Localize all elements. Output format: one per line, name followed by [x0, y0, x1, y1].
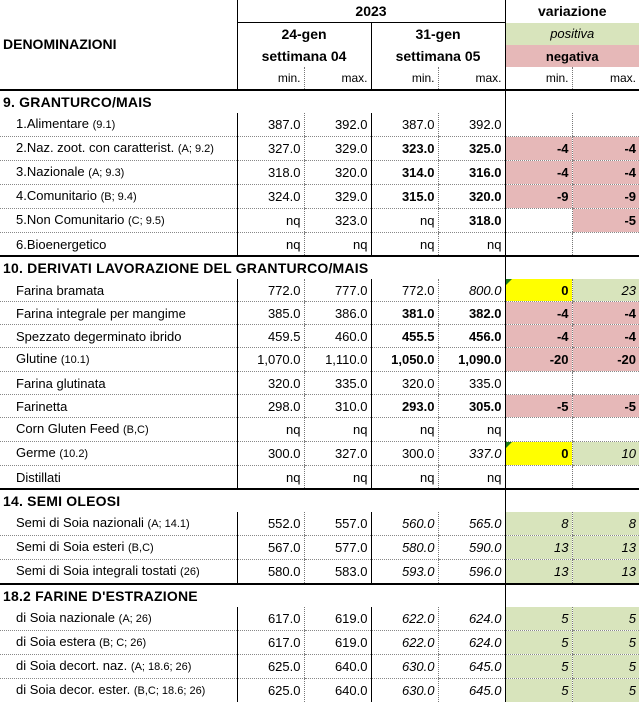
- price-min-week04: 387.0: [237, 113, 304, 137]
- price-max-week04: 619.0: [304, 631, 371, 655]
- price-min-week05: nq: [371, 233, 438, 257]
- price-min-week04: 617.0: [237, 631, 304, 655]
- product-name: Semi di Soia esteri: [16, 539, 124, 554]
- price-min-week05: 315.0: [371, 185, 438, 209]
- section-spacer: [505, 256, 572, 279]
- variation-max: 23: [572, 279, 639, 302]
- price-max-week04: 392.0: [304, 113, 371, 137]
- date1-header: 24-gen: [237, 23, 371, 46]
- price-min-week05: 381.0: [371, 302, 438, 325]
- variation-min: [505, 466, 572, 490]
- price-min-week05: nq: [371, 418, 438, 442]
- variation-max: [572, 113, 639, 137]
- product-name: di Soia decor. ester.: [16, 682, 130, 697]
- price-min-week04: 298.0: [237, 395, 304, 418]
- product-code: (B; 9.4): [101, 191, 137, 203]
- table-row: [0, 466, 639, 490]
- product-name: Semi di Soia integrali tostati: [16, 563, 176, 578]
- price-max-week05: 1,090.0: [438, 348, 505, 372]
- min-label: min.: [237, 67, 304, 90]
- section-spacer: [505, 584, 572, 607]
- product-name: Farina integrale per mangime: [16, 306, 186, 321]
- product-name: Corn Gluten Feed: [16, 421, 119, 436]
- price-max-week05: 800.0: [438, 279, 505, 302]
- variation-min: 5: [505, 655, 572, 679]
- table-row: [0, 560, 639, 585]
- price-max-week05: 316.0: [438, 161, 505, 185]
- price-min-week04: 385.0: [237, 302, 304, 325]
- section-spacer: [572, 489, 639, 512]
- product-name-cell: [0, 325, 237, 348]
- variation-min: -5: [505, 395, 572, 418]
- table-row: [0, 233, 639, 257]
- price-max-week04: 335.0: [304, 372, 371, 395]
- price-max-week05: 624.0: [438, 607, 505, 631]
- price-max-week04: 583.0: [304, 560, 371, 585]
- product-name-cell: [0, 113, 237, 137]
- price-max-week05: 318.0: [438, 209, 505, 233]
- table-row: [0, 536, 639, 560]
- price-min-week05: 387.0: [371, 113, 438, 137]
- product-name-cell: [0, 161, 237, 185]
- variation-max: 8: [572, 512, 639, 536]
- price-min-week05: 630.0: [371, 655, 438, 679]
- price-min-week04: 459.5: [237, 325, 304, 348]
- price-min-week05: 593.0: [371, 560, 438, 585]
- variation-min: -20: [505, 348, 572, 372]
- price-min-week05: 772.0: [371, 279, 438, 302]
- product-name-cell: [0, 560, 237, 585]
- price-min-week05: 630.0: [371, 679, 438, 702]
- price-max-week04: 577.0: [304, 536, 371, 560]
- price-min-week05: 1,050.0: [371, 348, 438, 372]
- price-max-week05: 382.0: [438, 302, 505, 325]
- table-row: [0, 113, 639, 137]
- variation-max: [572, 466, 639, 490]
- variation-min: -4: [505, 137, 572, 161]
- product-name-cell: [0, 279, 237, 302]
- product-code: (26): [180, 566, 200, 578]
- variation-max: [572, 372, 639, 395]
- product-name: di Soia decort. naz.: [16, 658, 127, 673]
- blank-cell: [0, 0, 237, 23]
- max-label: max.: [304, 67, 371, 90]
- product-code: (B,C): [123, 424, 149, 436]
- section-header-row: [0, 90, 639, 113]
- product-code: (A; 9.3): [88, 167, 124, 179]
- price-min-week04: 318.0: [237, 161, 304, 185]
- table-row: [0, 137, 639, 161]
- table-row: [0, 279, 639, 302]
- product-name-cell: [0, 466, 237, 490]
- variation-min: 5: [505, 679, 572, 702]
- table-row: [0, 161, 639, 185]
- product-name-cell: [0, 607, 237, 631]
- variation-min: 5: [505, 631, 572, 655]
- price-min-week04: 580.0: [237, 560, 304, 585]
- product-code: (B,C; 18.6; 26): [134, 685, 206, 697]
- price-min-week04: nq: [237, 209, 304, 233]
- product-name-cell: [0, 372, 237, 395]
- price-min-week05: 300.0: [371, 442, 438, 466]
- product-name-cell: [0, 442, 237, 466]
- price-max-week05: 337.0: [438, 442, 505, 466]
- table-row: [0, 372, 639, 395]
- variation-max: [572, 233, 639, 257]
- price-min-week04: nq: [237, 418, 304, 442]
- table-row: [0, 302, 639, 325]
- product-name-cell: [0, 395, 237, 418]
- variation-min: [505, 113, 572, 137]
- product-name-cell: [0, 302, 237, 325]
- product-name: Semi di Soia nazionali: [16, 515, 144, 530]
- variation-min: [505, 233, 572, 257]
- price-min-week05: nq: [371, 209, 438, 233]
- variation-max: -5: [572, 395, 639, 418]
- price-min-week04: 324.0: [237, 185, 304, 209]
- section-spacer: [505, 489, 572, 512]
- product-name: 3.Nazionale: [16, 164, 85, 179]
- product-name: Farina glutinata: [16, 376, 106, 391]
- product-name: 2.Naz. zoot. con caratterist.: [16, 140, 174, 155]
- table-row: [0, 442, 639, 466]
- price-min-week04: 327.0: [237, 137, 304, 161]
- year-header: 2023: [237, 0, 505, 23]
- variation-min: [505, 209, 572, 233]
- min-label: min.: [371, 67, 438, 90]
- product-name: 1.Alimentare: [16, 116, 89, 131]
- price-max-week04: 777.0: [304, 279, 371, 302]
- max-label: max.: [438, 67, 505, 90]
- product-code: (10.2): [59, 448, 88, 460]
- variation-max: 5: [572, 655, 639, 679]
- product-code: (9.1): [93, 119, 116, 131]
- section-spacer: [572, 256, 639, 279]
- section-header-row: [0, 584, 639, 607]
- product-code: (A; 18.6; 26): [131, 661, 192, 673]
- price-max-week04: 323.0: [304, 209, 371, 233]
- price-min-week04: 300.0: [237, 442, 304, 466]
- section-title: 14. SEMI OLEOSI: [0, 489, 505, 512]
- table-row: [0, 209, 639, 233]
- price-min-week05: 455.5: [371, 325, 438, 348]
- variation-max: -4: [572, 302, 639, 325]
- min-label: min.: [505, 67, 572, 90]
- variation-min: -4: [505, 325, 572, 348]
- product-name-cell: [0, 631, 237, 655]
- blank-cell: [0, 67, 237, 90]
- variation-max: -20: [572, 348, 639, 372]
- price-max-week04: 329.0: [304, 137, 371, 161]
- product-name: di Soia estera: [16, 634, 96, 649]
- price-max-week04: 640.0: [304, 655, 371, 679]
- product-code: (A; 26): [119, 613, 152, 625]
- price-max-week05: nq: [438, 466, 505, 490]
- product-name-cell: [0, 348, 237, 372]
- section-spacer: [505, 90, 572, 113]
- price-min-week05: 293.0: [371, 395, 438, 418]
- negative-legend: negativa: [505, 45, 639, 67]
- price-min-week04: 617.0: [237, 607, 304, 631]
- price-max-week05: 565.0: [438, 512, 505, 536]
- table-row: [0, 607, 639, 631]
- price-max-week05: 645.0: [438, 679, 505, 702]
- table-row: [0, 325, 639, 348]
- table-row: [0, 512, 639, 536]
- product-name: Farinetta: [16, 399, 67, 414]
- variation-min: -4: [505, 161, 572, 185]
- section-title: 18.2 FARINE D'ESTRAZIONE: [0, 584, 505, 607]
- variation-header: variazione: [505, 0, 639, 23]
- price-min-week05: 323.0: [371, 137, 438, 161]
- section-spacer: [572, 584, 639, 607]
- product-name: 4.Comunitario: [16, 188, 97, 203]
- price-max-week05: 596.0: [438, 560, 505, 585]
- denomination-header: DENOMINAZIONI: [0, 23, 237, 68]
- product-code: (C; 9.5): [128, 215, 165, 227]
- variation-min: 0: [505, 442, 572, 466]
- price-max-week05: 392.0: [438, 113, 505, 137]
- price-max-week05: 325.0: [438, 137, 505, 161]
- variation-max: [572, 418, 639, 442]
- price-min-week05: 580.0: [371, 536, 438, 560]
- price-max-week04: 619.0: [304, 607, 371, 631]
- price-max-week05: 590.0: [438, 536, 505, 560]
- product-name-cell: [0, 418, 237, 442]
- section-spacer: [572, 90, 639, 113]
- section-title: 10. DERIVATI LAVORAZIONE DEL GRANTURCO/MAIS: [0, 256, 505, 279]
- product-name: Germe: [16, 445, 56, 460]
- product-name: 6.Bioenergetico: [16, 237, 106, 252]
- price-max-week04: 327.0: [304, 442, 371, 466]
- price-max-week05: 320.0: [438, 185, 505, 209]
- price-max-week04: 1,110.0: [304, 348, 371, 372]
- table-row: [0, 679, 639, 702]
- week1-header: settimana 04: [237, 45, 371, 67]
- price-max-week04: 329.0: [304, 185, 371, 209]
- price-min-week05: 320.0: [371, 372, 438, 395]
- product-code: (B; C; 26): [99, 637, 146, 649]
- variation-min: [505, 418, 572, 442]
- price-max-week05: nq: [438, 233, 505, 257]
- price-max-week05: 305.0: [438, 395, 505, 418]
- product-name-cell: [0, 209, 237, 233]
- price-min-week05: nq: [371, 466, 438, 490]
- product-name: 5.Non Comunitario: [16, 212, 124, 227]
- variation-max: -4: [572, 325, 639, 348]
- product-name: Farina bramata: [16, 283, 104, 298]
- variation-max: 13: [572, 536, 639, 560]
- price-min-week04: 625.0: [237, 679, 304, 702]
- product-code: (A; 9.2): [178, 143, 214, 155]
- variation-max: -9: [572, 185, 639, 209]
- variation-max: -5: [572, 209, 639, 233]
- product-name: Distillati: [16, 470, 61, 485]
- product-name: di Soia nazionale: [16, 610, 115, 625]
- section-header-row: [0, 489, 639, 512]
- date2-header: 31-gen: [371, 23, 505, 46]
- price-min-week04: 320.0: [237, 372, 304, 395]
- price-min-week05: 560.0: [371, 512, 438, 536]
- product-name-cell: [0, 185, 237, 209]
- section-header-row: [0, 256, 639, 279]
- table-row: [0, 655, 639, 679]
- table-row: [0, 631, 639, 655]
- price-max-week05: nq: [438, 418, 505, 442]
- variation-max: -4: [572, 137, 639, 161]
- price-max-week04: 386.0: [304, 302, 371, 325]
- section-title: 9. GRANTURCO/MAIS: [0, 90, 505, 113]
- variation-min: [505, 372, 572, 395]
- price-min-week04: 772.0: [237, 279, 304, 302]
- product-name-cell: [0, 536, 237, 560]
- price-min-week04: 1,070.0: [237, 348, 304, 372]
- table-row: [0, 418, 639, 442]
- price-min-week04: nq: [237, 233, 304, 257]
- price-max-week04: 310.0: [304, 395, 371, 418]
- variation-max: 5: [572, 679, 639, 702]
- price-max-week04: 557.0: [304, 512, 371, 536]
- product-name-cell: [0, 233, 237, 257]
- price-min-week04: 625.0: [237, 655, 304, 679]
- product-code: (B,C): [128, 542, 154, 554]
- price-max-week05: 335.0: [438, 372, 505, 395]
- product-name-cell: [0, 679, 237, 702]
- product-name: Glutine: [16, 351, 57, 366]
- positive-legend: positiva: [505, 23, 639, 46]
- table-row: [0, 185, 639, 209]
- variation-min: 13: [505, 536, 572, 560]
- price-min-week04: nq: [237, 466, 304, 490]
- variation-max: 5: [572, 607, 639, 631]
- variation-max: 5: [572, 631, 639, 655]
- price-min-week05: 314.0: [371, 161, 438, 185]
- price-max-week04: 320.0: [304, 161, 371, 185]
- variation-min: -4: [505, 302, 572, 325]
- price-max-week04: nq: [304, 418, 371, 442]
- price-min-week05: 622.0: [371, 631, 438, 655]
- table-row: [0, 395, 639, 418]
- variation-min: 13: [505, 560, 572, 585]
- price-min-week04: 567.0: [237, 536, 304, 560]
- max-label: max.: [572, 67, 639, 90]
- price-max-week05: 624.0: [438, 631, 505, 655]
- variation-min: 5: [505, 607, 572, 631]
- product-name: Spezzato degerminato ibrido: [16, 329, 182, 344]
- variation-min: 0: [505, 279, 572, 302]
- product-name-cell: [0, 655, 237, 679]
- table-row: [0, 348, 639, 372]
- product-code: (A; 14.1): [148, 518, 190, 530]
- variation-min: -9: [505, 185, 572, 209]
- price-max-week04: 640.0: [304, 679, 371, 702]
- price-max-week04: nq: [304, 233, 371, 257]
- product-code: (10.1): [61, 354, 90, 366]
- variation-min: 8: [505, 512, 572, 536]
- price-max-week04: nq: [304, 466, 371, 490]
- price-min-week04: 552.0: [237, 512, 304, 536]
- price-max-week05: 456.0: [438, 325, 505, 348]
- product-name-cell: [0, 512, 237, 536]
- variation-max: 13: [572, 560, 639, 585]
- price-min-week05: 622.0: [371, 607, 438, 631]
- price-max-week04: 460.0: [304, 325, 371, 348]
- week2-header: settimana 05: [371, 45, 505, 67]
- product-name-cell: [0, 137, 237, 161]
- variation-max: -4: [572, 161, 639, 185]
- variation-max: 10: [572, 442, 639, 466]
- price-max-week05: 645.0: [438, 655, 505, 679]
